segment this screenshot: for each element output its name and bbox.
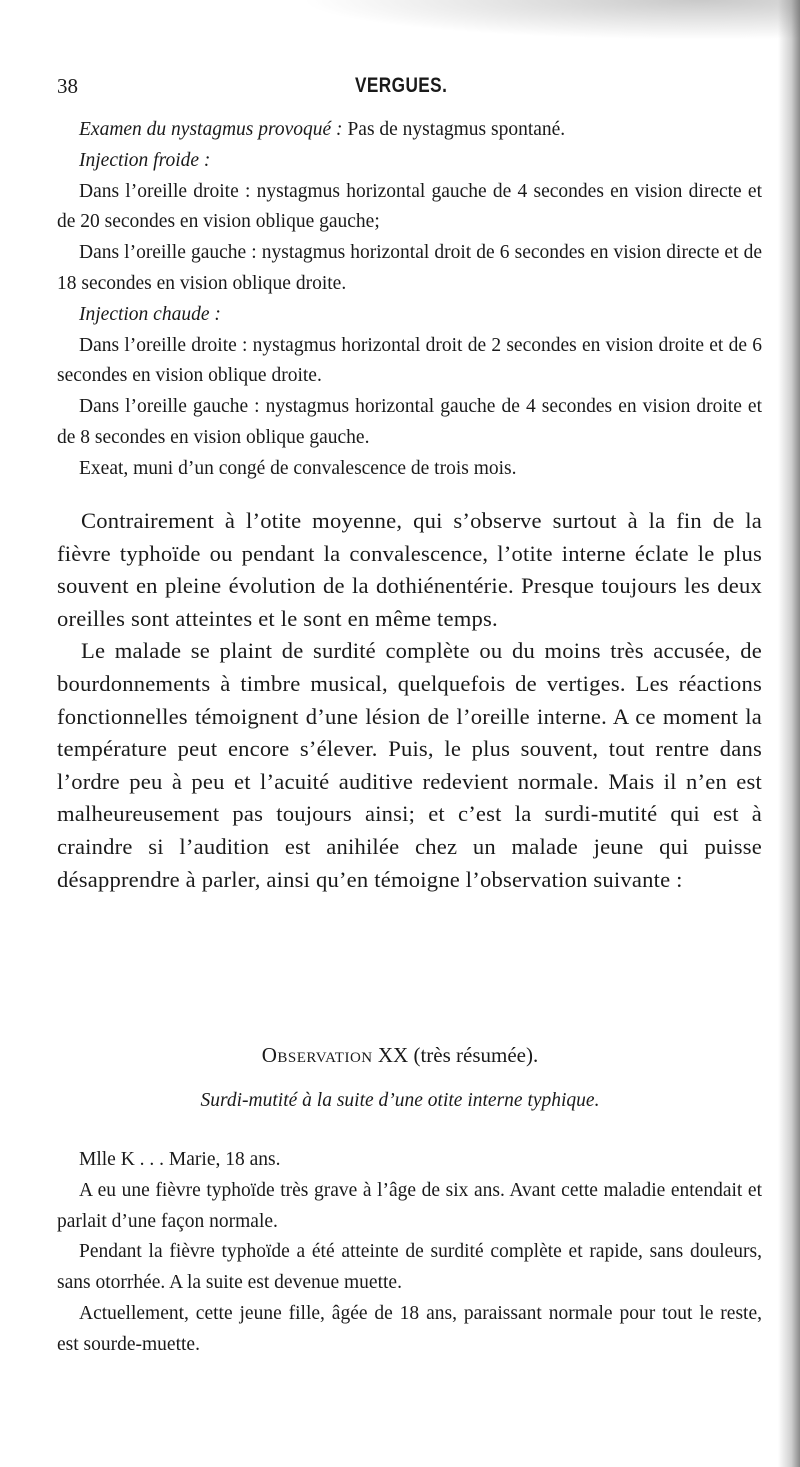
- note-line: [57, 454, 762, 485]
- body-paragraph: Contrairement à l’otite moyenne, qui s’observe surtout à la fin de la fièvre typhoïde ou pendant la convalescence, l’otite interne éclate le plus souvent en pleine évolution de la dothiénentérie. Presque toujours les deux oreilles sont atteintes et le sont en même temps.: [57, 508, 762, 631]
- note-line: [57, 115, 762, 146]
- body-paragraph: Le malade se plaint de surdité complète ou du moins très accusée, de bourdonnements à timbre musical, quelquefois de vertiges. Les réactions fonctionnelles témoignent d’une lésion de l’oreille interne. A ce moment la température peut encore s’élever. Puis, le plus souvent, tout rentre dans l’ordre peu à peu et l’acuité auditive redevient normale. Mais il n’en est malheureusement pas toujours ainsi; et c’est la surdi-mutité qui est à craindre si l’audition est anihilée chez un malade jeune qui puisse désapprendre à parler, ainsi qu’en témoigne l’observation suivante :: [57, 638, 762, 892]
- note-line: [57, 177, 762, 239]
- running-head: VERGUES.: [355, 74, 448, 97]
- note-text: Dans l’oreille droite : nystagmus horizontal droit de 2 secondes en vision droite et de 6 secondes en vision oblique droite.: [57, 334, 762, 387]
- observation-paragraph: A eu une fièvre typhoïde très grave à l’âge de six ans. Avant cette maladie entendait et parlait d’une façon normale.: [57, 1179, 762, 1232]
- note-label: Examen du nystagmus provoqué :: [79, 119, 343, 140]
- observation-title-rest: XX (très résumée).: [372, 1043, 539, 1067]
- observation-block: [57, 1145, 762, 1361]
- note-text: Pas de nystagmus spontané.: [342, 119, 566, 140]
- page-number: 38: [57, 74, 78, 98]
- body-text-block: [57, 505, 762, 896]
- note-label: Injection chaude :: [79, 303, 221, 325]
- observation-paragraph: Actuellement, cette jeune fille, âgée de 18 ans, paraissant normale pour tout le reste, est sourde-muette.: [57, 1302, 762, 1355]
- note-text: Exeat, muni d’un congé de convalescence de trois mois.: [79, 457, 517, 479]
- observation-title: [0, 1043, 800, 1068]
- page-header: [0, 72, 800, 106]
- note-text: Dans l’oreille droite : nystagmus horizontal gauche de 4 secondes en vision directe et de 20 secondes en vision oblique gauche;: [57, 180, 762, 233]
- note-label: Injection froide :: [79, 149, 211, 171]
- note-text: Dans l’oreille gauche : nystagmus horizontal droit de 6 secondes en vision directe et de 18 secondes en vision oblique droite.: [57, 242, 762, 294]
- note-line: [57, 146, 762, 177]
- note-text: Dans l’oreille gauche : nystagmus horizontal gauche de 4 secondes en vision droite et de 8 secondes en vision oblique gauche.: [57, 396, 762, 448]
- note-line: [57, 331, 762, 393]
- case-notes-block: [57, 115, 762, 485]
- observation-title-caps: Observation: [261, 1043, 373, 1067]
- note-line: [57, 238, 762, 300]
- patient-line: Mlle K . . . Marie, 18 ans.: [79, 1149, 281, 1170]
- observation-subtitle: Surdi-mutité à la suite d’une otite interne typhique.: [200, 1090, 600, 1111]
- note-line: [57, 300, 762, 331]
- page-edge-shadow: [778, 0, 800, 1467]
- note-line: [57, 392, 762, 454]
- observation-paragraph: Pendant la fièvre typhoïde a été atteinte de surdité complète et rapide, sans douleurs, sans otorrhée. A la suite est devenue muette.: [57, 1241, 762, 1294]
- page-top-stain: [300, 0, 800, 40]
